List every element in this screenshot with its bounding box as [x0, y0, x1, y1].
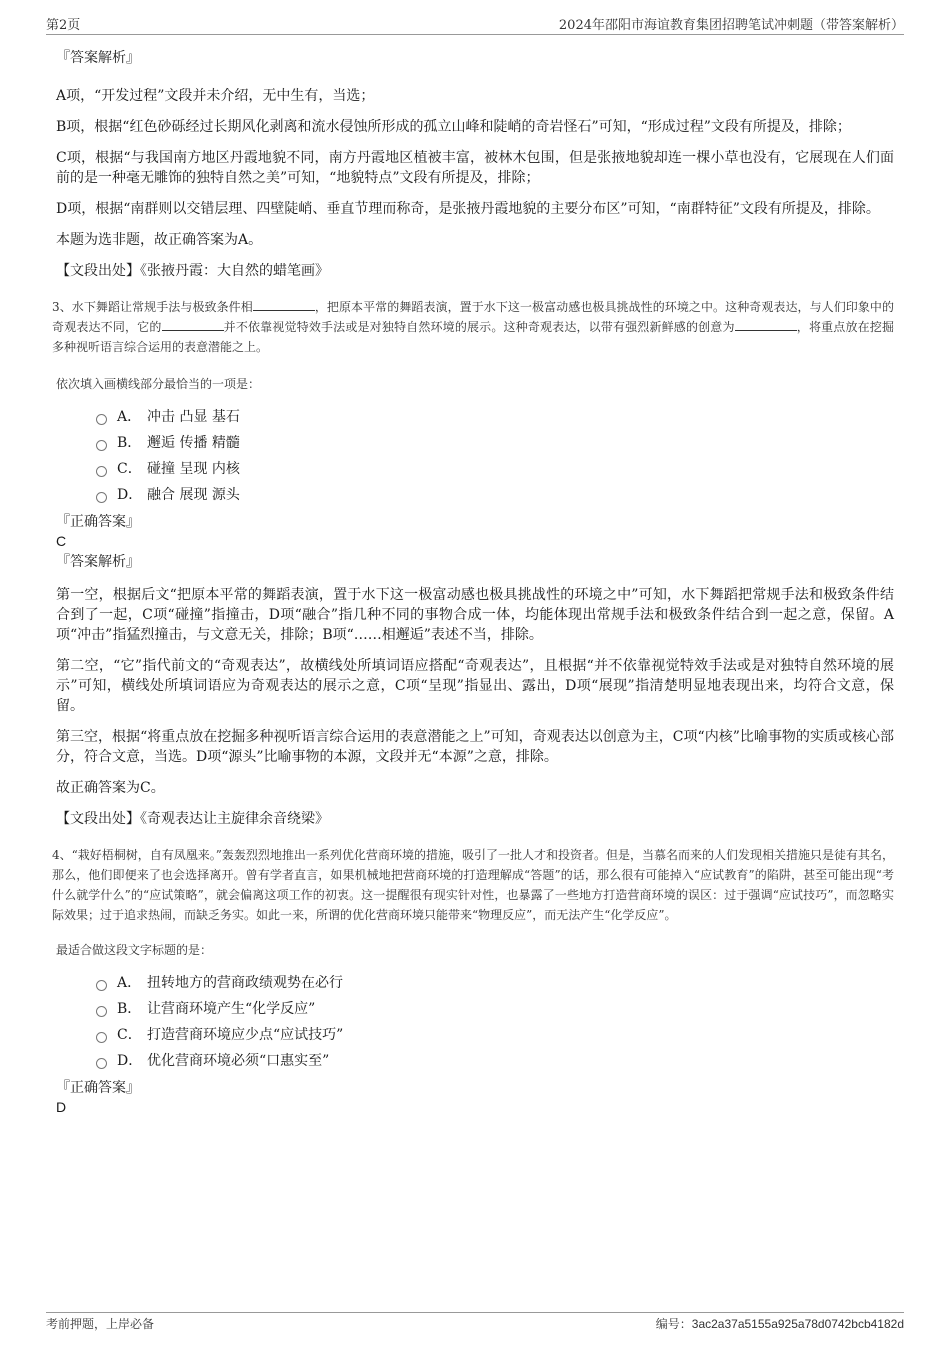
q3-analysis-3: 第三空，根据“将重点放在挖掘多种视听语言综合运用的表意潜能之上”可知，奇观表达以创意为主，C项“内核”比喻事物的实质或核心部分，符合文意，当选。D项“源头”比喻事物的本源，文段并无“本源”之意，排除。 — [56, 729, 894, 765]
radio-icon[interactable] — [96, 440, 107, 451]
q2-analysis-b: B项，根据“红色砂砾经过长期风化剥离和流水侵蚀所形成的孤立山峰和陡峭的奇岩怪石”可知，“形成过程”文段有所提及，排除； — [56, 119, 851, 135]
q3-options — [96, 404, 894, 508]
q4-correct-label: 『正确答案』 — [56, 1080, 140, 1096]
q2-source: 【文段出处】《张掖丹霞：大自然的蜡笔画》 — [56, 263, 329, 279]
q3-option-c[interactable]: C． 碰撞 呈现 内核 — [96, 456, 894, 482]
radio-icon[interactable] — [96, 1032, 107, 1043]
page-header — [46, 14, 904, 35]
q4-option-d[interactable]: D． 优化营商环境必须“口惠实至” — [96, 1048, 894, 1074]
q3-prompt: 依次填入画横线部分最恰当的一项是： — [56, 377, 261, 391]
page-content — [52, 48, 894, 1116]
q4-option-a[interactable]: A． 扭转地方的营商政绩观势在必行 — [96, 970, 894, 996]
q3-blank-1 — [253, 298, 315, 311]
q4-question-text: 4、“栽好梧桐树，自有凤凰来。”轰轰烈烈地推出一系列优化营商环境的措施，吸引了一批人才和投资者。但是，当慕名而来的人们发现相关措施只是徒有其名，那么，他们即便来了也会选择离开。曾有学者直言，如果机械地把营商环境的打造理解成“答题”的话，那么很有可能掉入“应试教育”的陷阱，甚至可能出现“考什么就学什么”的“应试策略”，就会偏离这项工作的初衷。这一提醒很有现实针对性，也暴露了一些地方打造营商环境的误区：过于强调“应试技巧”，而忽略实际效果；过于追求热闹，而缺乏务实。如此一来，所谓的优化营商环境只能带来“物理反应”，而无法产生“化学反应”。 — [52, 848, 894, 922]
q2-analysis-d: D项，根据“南群则以交错层理、四壁陡峭、垂直节理而称奇，是张掖丹霞地貌的主要分布区”可知，“南群特征”文段有所提及，排除。 — [56, 201, 880, 217]
radio-icon[interactable] — [96, 980, 107, 991]
page-footer — [46, 1312, 904, 1335]
q3-source: 【文段出处】《奇观表达让主旋律余音绕梁》 — [56, 811, 329, 827]
q4-option-c[interactable]: C． 打造营商环境应少点“应试技巧” — [96, 1022, 894, 1048]
radio-icon[interactable] — [96, 466, 107, 477]
q3-correct-answer: C — [56, 533, 67, 549]
q3-option-a[interactable]: A． 冲击 凸显 基石 — [96, 404, 894, 430]
footer-slogan: 考前押题，上岸必备 — [46, 1317, 155, 1331]
q4-options — [96, 970, 894, 1074]
q2-analysis-label: 『答案解析』 — [56, 50, 140, 66]
q3-analysis-1: 第一空，根据后文“把原本平常的舞蹈表演，置于水下这一极富动感也极具挑战性的环境之中”可知，水下舞蹈把常规手法和极致条件结合到了一起，C项“碰撞”指撞击，D项“融合”指几种不同的事物合成一体，均能体现出常规手法和极致条件结合到一起之意，保留。A项“冲击”指猛烈撞击，与文意无关，排除；B项“……相邂逅”表述不当，排除。 — [56, 587, 894, 643]
radio-icon[interactable] — [96, 492, 107, 503]
radio-icon[interactable] — [96, 1058, 107, 1069]
q3-conclusion: 故正确答案为C。 — [56, 780, 165, 796]
radio-icon[interactable] — [96, 1006, 107, 1017]
q3-correct-label: 『正确答案』 — [56, 514, 140, 530]
q4-option-b[interactable]: B． 让营商环境产生“化学反应” — [96, 996, 894, 1022]
q3-option-b[interactable]: B． 邂逅 传播 精髓 — [96, 430, 894, 456]
q2-conclusion: 本题为选非题，故正确答案为A。 — [56, 232, 263, 248]
document-code: 编号：3ac2a37a5155a925a78d0742bcb4182d — [655, 1317, 904, 1331]
q4-prompt: 最适合做这段文字标题的是： — [56, 943, 213, 957]
q4-correct-answer: D — [56, 1099, 67, 1115]
q3-question-text: 3、水下舞蹈让常规手法与极致条件相 ，把原本平常的舞蹈表演，置于水下这一极富动感也极具挑战性的环境之中。这种奇观表达，与人们印象中的奇观表达不同，它的 并不依靠视觉特效手法或是对独特自然环境的展示。这种奇观表达，以带有强烈新鲜感的创意为 ，将重点放在挖掘多种视听语言综合运用的表意潜能之上。 — [52, 300, 894, 354]
document-title: 2024年邵阳市海谊教育集团招聘笔试冲刺题（带答案解析） — [558, 18, 904, 33]
q3-analysis-label: 『答案解析』 — [56, 554, 140, 570]
q3-option-d[interactable]: D． 融合 展现 源头 — [96, 482, 894, 508]
q3-blank-2 — [162, 318, 224, 331]
q3-blank-3 — [735, 318, 797, 331]
q2-analysis-c: C项，根据“与我国南方地区丹霞地貌不同，南方丹霞地区植被丰富，被林木包围，但是张掖地貌却连一棵小草也没有，它展现在人们面前的是一种毫无雕饰的独特自然之美”可知，“地貌特点”文段有所提及，排除； — [56, 150, 894, 186]
q3-analysis-2: 第二空，“它”指代前文的“奇观表达”，故横线处所填词语应搭配“奇观表达”，且根据“并不依靠视觉特效手法或是对独特自然环境的展示”可知，横线处所填词语应为奇观表达的展示之意，C项“呈现”指显出、露出，D项“展现”指清楚明显地表现出来，均符合文意，保留。 — [56, 658, 894, 714]
q2-analysis-a: A项，“开发过程”文段并未介绍，无中生有，当选； — [56, 88, 375, 104]
page-number: 第2页 — [46, 18, 81, 33]
radio-icon[interactable] — [96, 414, 107, 425]
